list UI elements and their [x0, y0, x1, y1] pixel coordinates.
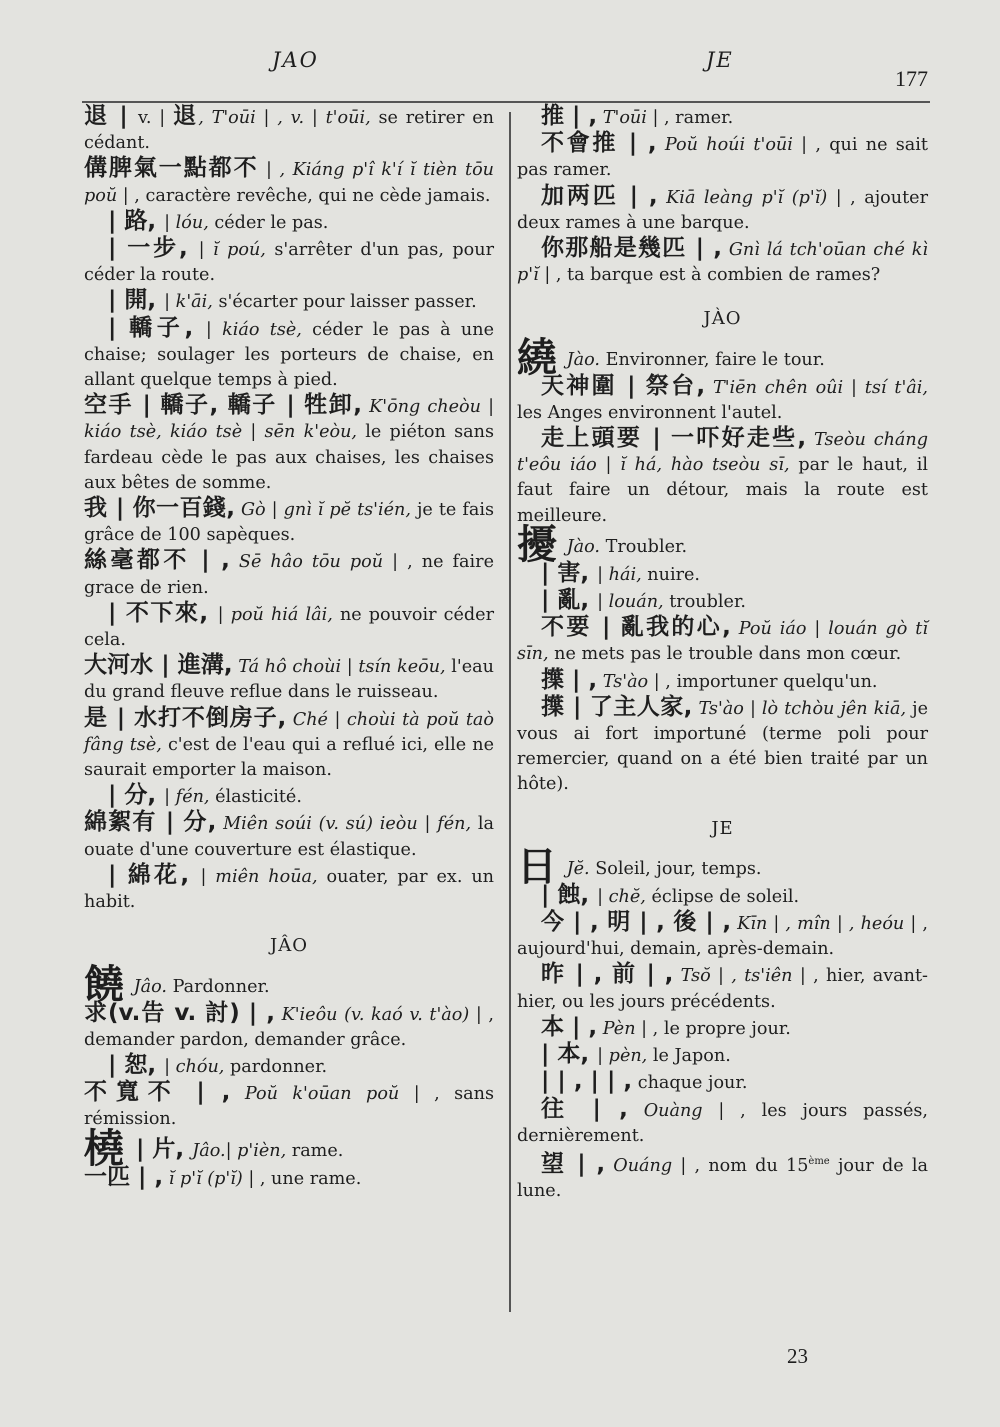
dictionary-entry [84, 288, 494, 315]
french-gloss: | , caractère revêche, qui ne cède jamais. [117, 185, 491, 206]
chinese-phrase: 退 | [84, 103, 139, 129]
french-gloss: céder le pas. [208, 212, 329, 233]
dictionary-entry [84, 548, 494, 600]
french-gloss: c'est de l'eau qui a reflué ici, elle ne saurait emporter la maison. [84, 734, 495, 781]
section-heading: JÀO [703, 308, 742, 330]
romanization: Jâo. [192, 1140, 226, 1161]
chinese-phrase: | | , | | , [541, 1068, 633, 1095]
romanization: Poŭ hoúi t'oūi [656, 135, 793, 156]
dictionary-entry [84, 1001, 494, 1053]
romanization: | p'ièn, [225, 1140, 287, 1161]
dictionary-entry [517, 883, 928, 910]
headword-character: 擾 [517, 521, 557, 568]
dictionary-entry [84, 961, 494, 1008]
dictionary-entry [84, 1125, 494, 1172]
french-gloss: l'eau du grand fleuve reflue dans le ruisseau. [84, 657, 494, 703]
dictionary-entry [517, 588, 928, 615]
dictionary-entry [84, 393, 494, 496]
romanization: | louán, [597, 592, 664, 613]
french-gloss: le piéton sans fardeau cède le pas aux chaises, les chaises aux bêtes de somme. [84, 422, 494, 493]
french-gloss: | , les jours passés, dernièrement. [517, 1100, 929, 1146]
romanization: | poŭ hiá lâi, [217, 604, 333, 625]
headword-character: 繞 [517, 334, 557, 381]
chinese-phrase: | 轎子, [108, 314, 206, 341]
french-gloss: ne mets pas le trouble dans mon cœur. [548, 644, 902, 665]
french-gloss: | , nom du 15 [672, 1155, 809, 1176]
dictionary-entry [517, 1042, 928, 1069]
romanization: Pèn [597, 1018, 636, 1039]
right-column [517, 104, 928, 1204]
french-gloss: troubler. [663, 592, 747, 613]
romanization: Gò | gnì ĭ pĕ ts'ién, [235, 500, 411, 521]
chinese-phrase: | 恕, [108, 1051, 165, 1078]
chinese-phrase: 你那船是幾匹 | , [541, 235, 723, 262]
chinese-phrase: | 綿花, [108, 861, 201, 888]
chinese-phrase: 絲毫都不 | , [84, 547, 230, 574]
chinese-phrase: 走上頭要 | 一吓好走些, [541, 425, 807, 452]
dictionary-entry [84, 1053, 494, 1080]
french-gloss: | , ne faire grace de rien. [84, 552, 494, 598]
dictionary-entry [84, 1080, 494, 1132]
dictionary-entry [517, 1015, 928, 1042]
french-gloss: Pardonner. [167, 976, 270, 997]
chinese-phrase: 是 | 水打不倒房子, [84, 704, 287, 731]
romanization: Ouáng [605, 1155, 673, 1176]
chinese-phrase: 綿絮有 | 分, [84, 809, 217, 836]
left-column [84, 104, 494, 1192]
dictionary-entry [517, 131, 928, 183]
dictionary-entry [84, 1165, 494, 1192]
romanization: | miên hoūa, [200, 866, 318, 887]
french-gloss: chaque jour. [632, 1073, 748, 1094]
romanization: | chĕ, [597, 886, 646, 907]
french-gloss: Environner, faire le tour. [600, 349, 825, 370]
chinese-phrase: 一匹 | , [84, 1163, 164, 1190]
romanization: Ts'ào [597, 671, 649, 692]
superscript: ème [808, 1155, 830, 1167]
french-gloss: rame. [286, 1140, 344, 1161]
romanization: Tá hô choùi | tsín keōu, [232, 657, 446, 678]
header-rule [82, 101, 930, 103]
french-gloss: ne pouvoir céder cela. [84, 604, 494, 651]
french-gloss: je te fais grâce de 100 sapèques. [84, 500, 494, 546]
dictionary-entry [517, 334, 928, 381]
romanization: K'ieôu (v. kaó v. t'ào) [274, 1004, 470, 1025]
romanization: Jĕ. [561, 858, 590, 879]
chinese-phrase: 天神圍 | 祭台, [541, 372, 706, 399]
chinese-phrase: 求(v.告 v. 討) | , [84, 999, 275, 1026]
french-gloss: | , demander pardon, demander grâce. [84, 1004, 494, 1050]
chinese-phrase: | 一步, [108, 235, 199, 262]
french-gloss: | , le propre jour. [635, 1018, 791, 1039]
chinese-phrase: | 本, [541, 1041, 598, 1068]
chinese-phrase: 傋脾氣一點都不 [84, 155, 259, 182]
romanization: K'ōng cheòu | kiáo tsè, kiáo tsè | sēn k'eòu, [84, 397, 494, 443]
dictionary-entry [517, 521, 928, 568]
french-gloss: éclipse de soleil. [645, 886, 800, 907]
chinese-phrase: | 開, [108, 287, 165, 314]
chinese-phrase: 昨 | , 前 | , [541, 961, 674, 988]
chinese-phrase: 不會推 | , [541, 130, 657, 157]
romanization: Poŭ k'oūan poŭ [230, 1084, 400, 1105]
french-gloss: pardonner. [224, 1056, 328, 1077]
chinese-phrase: | 不下來, [108, 599, 218, 626]
running-header-left: JAO [272, 48, 319, 72]
dictionary-entry [84, 209, 494, 236]
headword-character: 饒 [84, 961, 124, 1008]
romanization: T'iēn chên oûi | tsí t'âi, [705, 377, 928, 398]
french-gloss: Soleil, jour, temps. [589, 858, 762, 879]
romanization: Ouàng [627, 1100, 703, 1121]
dictionary-entry [84, 653, 494, 705]
dictionary-entry [84, 783, 494, 810]
romanization: | lóu, [164, 212, 209, 233]
french-gloss: | , sans rémission. [84, 1084, 494, 1130]
chinese-phrase: 望 | , [541, 1150, 606, 1177]
romanization: | , Kiáng p'î k'í ĭ tièn tōu poŭ [84, 160, 495, 206]
romanization: | ĭ poú, [198, 240, 266, 261]
running-header-right: JE [706, 48, 734, 72]
romanization: Tseòu cháng t'eôu iáo | ĭ há, hào tseòu sī, [517, 430, 928, 476]
dictionary-entry [517, 236, 928, 288]
french-gloss: s'écarter pour laisser passer. [212, 292, 477, 313]
dictionary-entry [517, 615, 928, 667]
chinese-phrase: 往 | , [541, 1095, 628, 1122]
romanization: , T'oūi | , v. | t'oūi, [198, 108, 371, 128]
french-gloss: les Anges environnent l'autel. [517, 402, 783, 423]
section-heading: JE [711, 817, 734, 839]
dictionary-entry [84, 236, 494, 288]
romanization: | k'āi, [164, 292, 213, 313]
dictionary-entry [517, 184, 928, 236]
chinese-phrase: 擛 | , [541, 666, 598, 693]
french-gloss: | , qui ne sait pas ramer. [517, 135, 928, 181]
chinese-phrase: | 路, [108, 207, 165, 234]
french-gloss: je vous ai fort importuné (terme poli pour remercier, quand on a été bien traité par un hôte). [517, 698, 929, 795]
french-gloss: par le haut, il faut faire un détour, mais la route est meilleure. [517, 455, 928, 526]
dictionary-entry [517, 695, 928, 798]
french-gloss: s'arrêter d'un pas, pour céder la route. [84, 240, 494, 286]
dictionary-entry [84, 156, 494, 208]
dictionary-entry [84, 706, 494, 784]
romanization: Sē hâo tōu poŭ [229, 552, 384, 573]
romanization: | chóu, [164, 1056, 225, 1077]
dictionary-entry [84, 601, 494, 653]
romanization: Ché | choùi tà poŭ taò fâng tsè, [84, 709, 494, 755]
chinese-phrase: 本 | , [541, 1013, 598, 1040]
chinese-phrase: | 分, [108, 782, 165, 809]
french-gloss: Troubler. [600, 536, 688, 557]
dictionary-entry [517, 962, 928, 1014]
dictionary-entry [517, 426, 928, 529]
romanization: | hái, [597, 564, 642, 585]
dictionary-entry [517, 374, 928, 426]
french-gloss: élasticité. [209, 787, 302, 808]
french-gloss: | , ajouter deux rames à une barque. [517, 187, 928, 233]
chinese-phrase: | 片, [128, 1135, 193, 1162]
dictionary-entry [517, 1069, 928, 1096]
french-gloss: | , importuner quelqu'un. [648, 671, 878, 692]
french-gloss: jour de la lune. [517, 1155, 929, 1201]
chinese-phrase: | 蝕, [541, 881, 598, 908]
french-gloss: ouater, par ex. un habit. [84, 866, 494, 913]
signature-mark: 23 [787, 1344, 808, 1368]
french-gloss: céder le pas à une chaise; soulager les porteurs de chaise, en allant quelque temps à pied. [84, 319, 495, 391]
french-gloss: la ouate d'une couverture est élastique. [84, 814, 494, 860]
french-gloss: | , ta barque est à combien de rames? [538, 265, 881, 286]
romanization: | pèn, [597, 1046, 648, 1067]
romanization: Gnì lá tch'oūan ché kì p'ĭ [517, 240, 929, 286]
french-gloss: le Japon. [647, 1046, 731, 1067]
chinese-phrase: 我 | 你一百錢, [84, 495, 235, 522]
column-divider [509, 112, 511, 1312]
entry-note: v. | [138, 108, 173, 128]
chinese-phrase: 推 | , [541, 103, 598, 129]
chinese-phrase: 不寬不 | , [84, 1079, 231, 1106]
page-number: 177 [895, 66, 928, 91]
dictionary-entry [84, 104, 494, 156]
french-gloss: | , aujourd'hui, demain, après-demain. [517, 914, 928, 960]
chinese-phrase: 不要 | 亂我的心, [541, 614, 731, 641]
romanization: Kīn | , mîn | , heóu [731, 914, 905, 935]
dictionary-entry [517, 668, 928, 695]
dictionary-entry [517, 561, 928, 588]
dictionary-entry [517, 910, 928, 962]
romanization: Jâo. [128, 976, 168, 997]
romanization: Jào. [561, 349, 601, 370]
dictionary-entry [517, 104, 928, 131]
dictionary-entry [517, 843, 928, 890]
chinese-phrase: 退 [173, 103, 199, 129]
section-heading: JÂO [270, 935, 308, 957]
french-gloss: | , une rame. [242, 1168, 362, 1189]
romanization: T'oūi [597, 108, 647, 128]
romanization: Kiā leàng p'ĭ (p'ĭ) [657, 187, 828, 208]
dictionary-entry [84, 496, 494, 548]
chinese-phrase: 今 | , 明 | , 後 | , [541, 909, 732, 936]
chinese-phrase: | 害, [541, 559, 598, 586]
headword-character: 日 [517, 843, 557, 890]
french-gloss: | , ramer. [646, 108, 734, 128]
romanization: Poŭ iáo | louán gò tĭ sīn, [517, 619, 928, 665]
french-gloss: | , hier, avant-hier, ou les jours précédents. [517, 966, 928, 1012]
chinese-phrase: 加两匹 | , [541, 182, 658, 209]
romanization: Miên soúi (v. sú) ieòu | fén, [216, 814, 472, 835]
romanization: | fén, [164, 787, 210, 808]
chinese-phrase: 空手 | 轎子, 轎子 | 牲卸, [84, 392, 363, 419]
romanization: Tsŏ | , ts'iên [673, 966, 793, 987]
dictionary-entry [84, 810, 494, 862]
romanization: Ts'ào | lò tchòu jên kiā, [692, 698, 907, 719]
dictionary-entry [517, 1097, 928, 1149]
romanization: ĭ p'ĭ (p'ĭ) [163, 1168, 243, 1189]
chinese-phrase: | 亂, [541, 587, 598, 614]
romanization: | kiáo tsè, [205, 319, 302, 340]
headword-character: 橈 [84, 1125, 124, 1172]
chinese-phrase: 大河水 | 進溝, [84, 652, 233, 679]
romanization: Jào. [561, 536, 601, 557]
french-gloss: se retirer en cédant. [84, 108, 495, 154]
dictionary-entry [84, 316, 494, 394]
dictionary-entry [84, 863, 494, 915]
french-gloss: nuire. [641, 564, 701, 585]
chinese-phrase: 擛 | 了主人家, [541, 693, 693, 720]
dictionary-entry [517, 1149, 928, 1204]
